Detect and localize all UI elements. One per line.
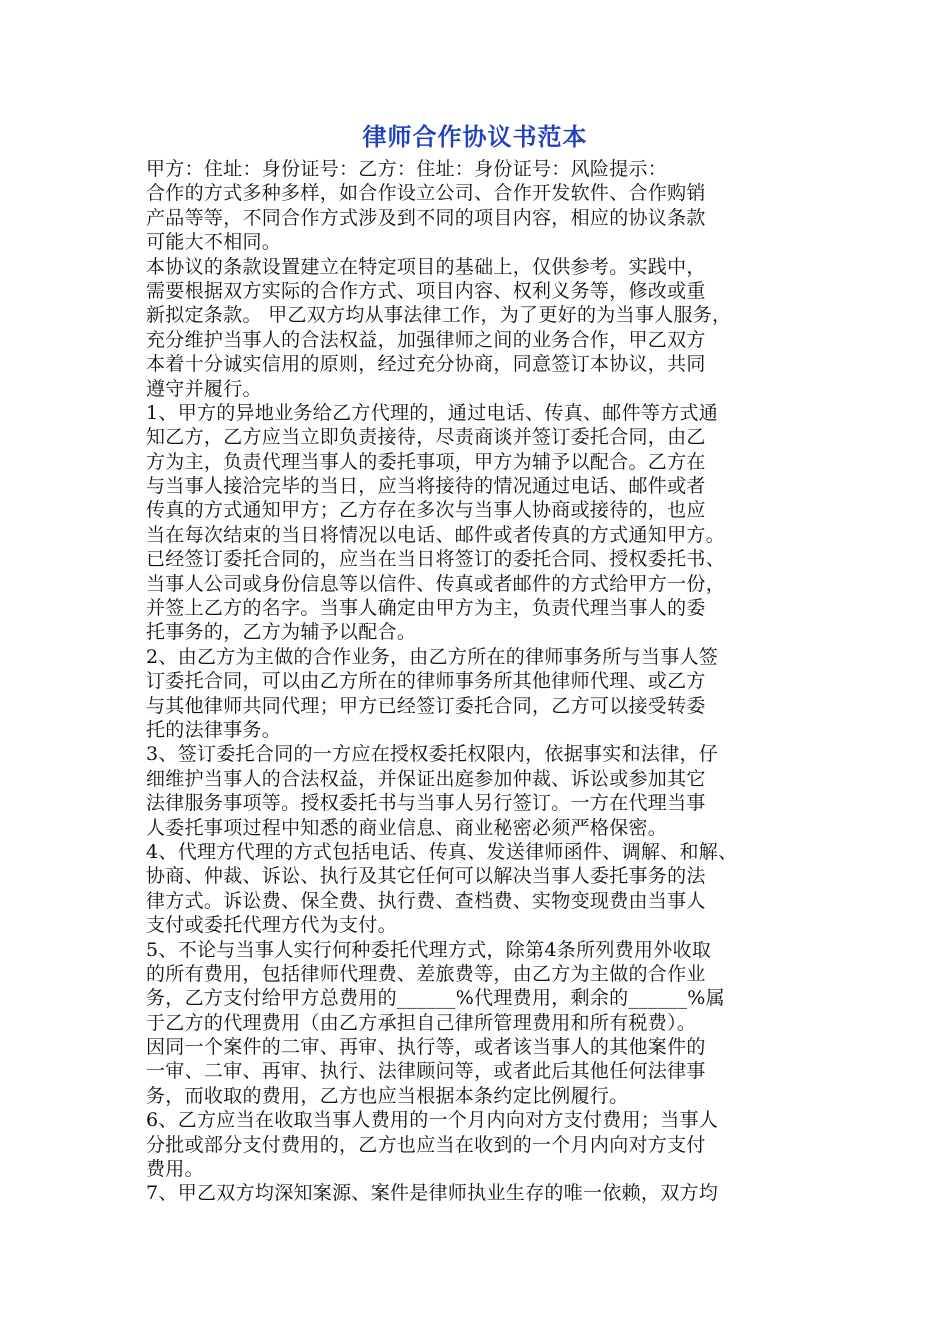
text-line: 与当事人接洽完毕的当日，应当将接待的情况通过电话、邮件或者 (146, 475, 706, 498)
text-line: 2、由乙方为主做的合作业务，由乙方所在的律师事务所与当事人签 (146, 645, 719, 668)
text-line: 知乙方，乙方应当立即负责接待，尽责商谈并签订委托合同，由乙 (146, 426, 706, 449)
text-line: 托的法律事务。 (146, 718, 282, 741)
text-line: 托事务的，乙方为辅予以配合。 (146, 621, 417, 644)
text-line: 甲方：住址：身份证号：乙方：住址：身份证号：风险提示： (146, 158, 668, 180)
text-line: 已经签订委托合同的，应当在当日将签订的委托合同、授权委托书、 (146, 548, 726, 571)
text-line: 4、代理方代理的方式包括电话、传真、发送律师函件、调解、和解、 (146, 840, 738, 863)
text-line: 分批或部分支付费用的，乙方也应当在收到的一个月内向对方支付 (146, 1133, 706, 1156)
text-line: 并签上乙方的名字。当事人确定由甲方为主，负责代理当事人的委 (146, 597, 706, 620)
text-line: 充分维护当事人的合法权益，加强律师之间的业务合作，甲乙双方 (146, 328, 706, 351)
document-title: 律师合作协议书范本 (362, 123, 588, 151)
text-line: 支付或委托代理方代为支付。 (146, 914, 397, 937)
text-line: 可能大不相同。 (146, 231, 282, 254)
text-line: 合作的方式多种多样，如合作设立公司、合作开发软件、合作购销 (146, 182, 706, 205)
text-line: 律方式。诉讼费、保全费、执行费、查档费、实物变现费由当事人 (146, 889, 706, 912)
text-line: 3、签订委托合同的一方应在授权委托权限内，依据事实和法律，仔 (146, 743, 719, 766)
text-line: 当在每次结束的当日将情况以电话、邮件或者传真的方式通知甲方。 (146, 523, 726, 546)
text-line: 产品等等，不同合作方式涉及到不同的项目内容，相应的协议条款 (146, 206, 706, 229)
text-line: 6、乙方应当在收取当事人费用的一个月内向对方支付费用；当事人 (146, 1109, 719, 1132)
text-line: 因同一个案件的二审、再审、执行等，或者该当事人的其他案件的 (146, 1036, 706, 1059)
text-line: 协商、仲裁、诉讼、执行及其它任何可以解决当事人委托事务的法 (146, 865, 706, 888)
text-line: 于乙方的代理费用（由乙方承担自己律所管理费用和所有税费）。 (146, 1011, 697, 1034)
text-line: 7、甲乙双方均深知案源、案件是律师执业生存的唯一依赖，双方均 (146, 1182, 719, 1205)
text-line: 当事人公司或身份信息等以信件、传真或者邮件的方式给甲方一份， (146, 572, 726, 595)
text-line: 需要根据双方实际的合作方式、项目内容、权利义务等，修改或重 (146, 279, 706, 302)
text-line: 人委托事项过程中知悉的商业信息、商业秘密必须严格保密。 (146, 816, 668, 839)
text-line: 传真的方式通知甲方；乙方存在多次与当事人协商或接待的，也应 (146, 499, 706, 522)
text-line: 方为主，负责代理当事人的委托事项，甲方为辅予以配合。乙方在 (146, 450, 706, 473)
text-line: 订委托合同，可以由乙方所在的律师事务所其他律师代理、或乙方 (146, 670, 706, 693)
text-line: 费用。 (146, 1158, 204, 1181)
text-line: 新拟定条款。 甲乙双方均从事法律工作，为了更好的为当事人服务， (146, 304, 732, 327)
text-line: 细维护当事人的合法权益，并保证出庭参加仲裁、诉讼或参加其它 (146, 767, 706, 790)
document-body (146, 157, 806, 1206)
text-line: 法律服务事项等。授权委托书与当事人另行签订。一方在代理当事 (146, 792, 706, 815)
text-line: 遵守并履行。 (146, 377, 262, 400)
text-line: 一审、二审、再审、执行、法律顾问等，或者此后其他任何法律事 (146, 1060, 706, 1083)
text-line: 务，而收取的费用，乙方也应当根据本条约定比例履行。 (146, 1084, 629, 1107)
text-line: 1、甲方的异地业务给乙方代理的，通过电话、传真、邮件等方式通 (146, 401, 719, 424)
text-line: 务，乙方支付给甲方总费用的______%代理费用，剩余的______%属 (146, 987, 725, 1010)
text-line: 本协议的条款设置建立在特定项目的基础上，仅供参考。实践中， (146, 255, 706, 278)
text-line: 本着十分诚实信用的原则，经过充分协商，同意签订本协议，共同 (146, 353, 706, 376)
text-line: 的所有费用，包括律师代理费、差旅费等，由乙方为主做的合作业 (146, 962, 706, 985)
text-line: 与其他律师共同代理；甲方已经签订委托合同，乙方可以接受转委 (146, 694, 706, 717)
text-line: 5、不论与当事人实行何种委托代理方式，除第4条所列费用外收取 (146, 938, 712, 961)
